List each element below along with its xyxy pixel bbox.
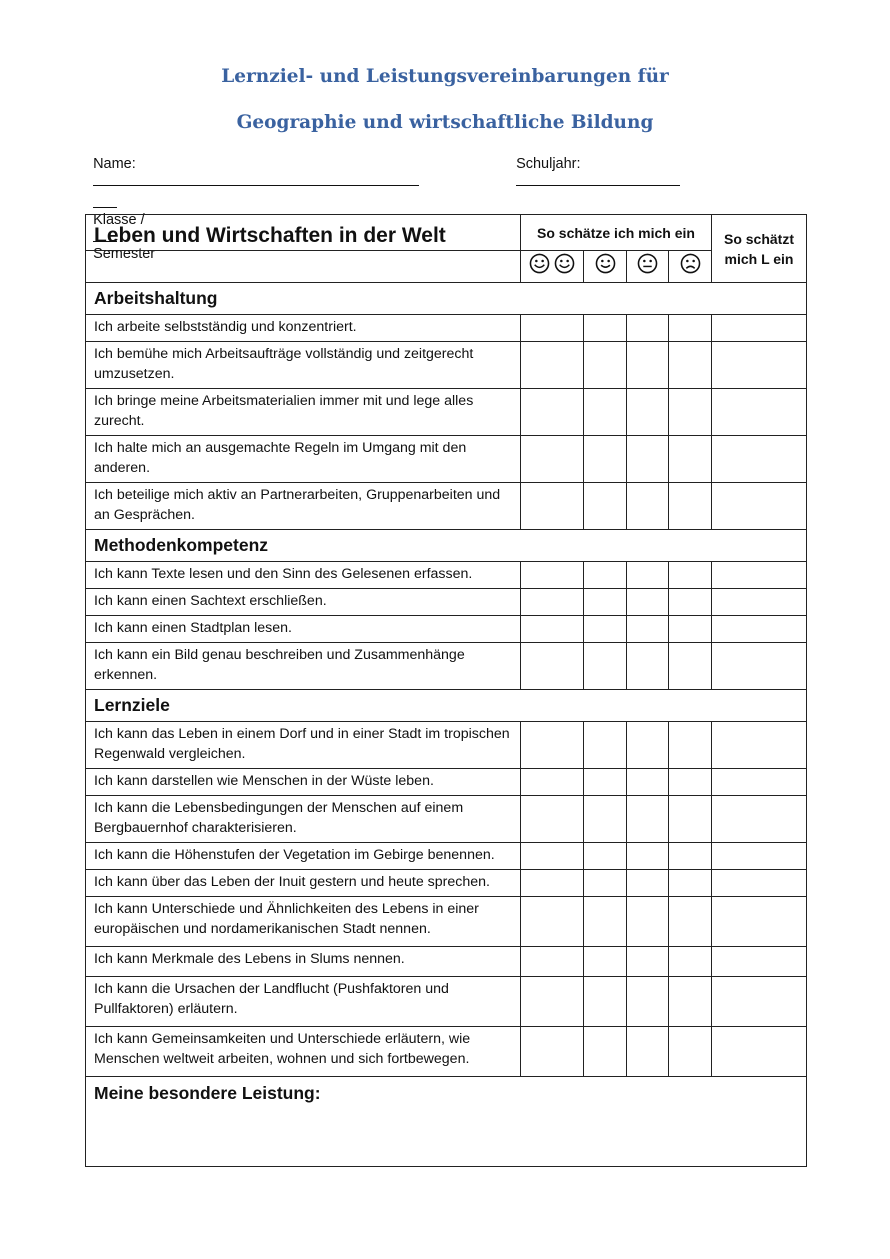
teacher-rating-cell[interactable]: [712, 796, 807, 843]
class-label: Klasse /: [93, 212, 145, 228]
teacher-rating-cell[interactable]: [712, 643, 807, 690]
teacher-rating-cell[interactable]: [712, 947, 807, 977]
rating-sad-cell[interactable]: [669, 870, 712, 897]
rating-happy-cell[interactable]: [584, 616, 627, 643]
rating-sad-cell[interactable]: [669, 947, 712, 977]
neutral-face-icon: [637, 253, 658, 274]
rating-sad-cell[interactable]: [669, 643, 712, 690]
criterion-text: Ich kann einen Sachtext erschließen.: [86, 589, 521, 616]
rating-happy-cell[interactable]: [584, 483, 627, 530]
topic-heading: Leben und Wirtschaften in der Welt: [86, 215, 521, 251]
rating-neutral-cell[interactable]: [627, 389, 669, 436]
criterion-text: Ich kann einen Stadtplan lesen.: [86, 616, 521, 643]
teacher-rating-cell[interactable]: [712, 436, 807, 483]
criterion-text: Ich kann Merkmale des Lebens in Slums nennen.: [86, 947, 521, 977]
rating-neutral-cell[interactable]: [627, 342, 669, 389]
self-assessment-table: [85, 214, 807, 1167]
rating-sad-cell[interactable]: [669, 897, 712, 947]
teacher-rating-cell[interactable]: [712, 342, 807, 389]
rating-happy-cell[interactable]: [584, 947, 627, 977]
criterion-text: Ich bringe meine Arbeitsmaterialien immer mit und lege alles zurecht.: [86, 389, 521, 436]
criterion-text: Ich kann ein Bild genau beschreiben und Zusammenhänge erkennen.: [86, 643, 521, 690]
teacher-rating-cell[interactable]: [712, 769, 807, 796]
rating-happy-cell[interactable]: [584, 389, 627, 436]
very-happy-face-icon: [529, 253, 550, 274]
rating-very-happy-cell[interactable]: [521, 436, 584, 483]
rating-neutral-cell[interactable]: [627, 769, 669, 796]
teacher-rating-cell[interactable]: [712, 977, 807, 1027]
rating-happy-cell[interactable]: [584, 977, 627, 1027]
criterion-text: Ich kann Unterschiede und Ähnlichkeiten des Lebens in einer europäischen und nordamerikanischen Stadt nennen.: [86, 897, 521, 947]
rating-sad-cell[interactable]: [669, 722, 712, 769]
rating-sad-cell[interactable]: [669, 616, 712, 643]
rating-happy-cell[interactable]: [584, 436, 627, 483]
rating-sad-cell[interactable]: [669, 769, 712, 796]
criterion-row: [86, 1027, 807, 1077]
rating-happy-cell[interactable]: [584, 897, 627, 947]
criterion-text: Ich kann die Höhenstufen der Vegetation im Gebirge benennen.: [86, 843, 521, 870]
rating-neutral-cell[interactable]: [627, 722, 669, 769]
rating-very-happy-cell[interactable]: [521, 870, 584, 897]
rating-neutral-cell[interactable]: [627, 643, 669, 690]
school-year-label: Schuljahr:: [516, 156, 581, 172]
rating-neutral-cell[interactable]: [627, 843, 669, 870]
criterion-text: Ich kann die Lebensbedingungen der Menschen auf einem Bergbauernhof charakterisieren.: [86, 796, 521, 843]
teacher-rating-cell[interactable]: [712, 616, 807, 643]
rating-neutral-cell[interactable]: [627, 562, 669, 589]
rating-happy-cell[interactable]: [584, 562, 627, 589]
rating-neutral-cell[interactable]: [627, 1027, 669, 1077]
teacher-rating-cell[interactable]: [712, 589, 807, 616]
rating-happy-cell[interactable]: [584, 843, 627, 870]
face-cell-neutral: [627, 251, 669, 283]
teacher-rating-cell[interactable]: [712, 389, 807, 436]
rating-very-happy-cell[interactable]: [521, 977, 584, 1027]
teacher-rating-cell[interactable]: [712, 562, 807, 589]
rating-very-happy-cell[interactable]: [521, 342, 584, 389]
rating-neutral-cell[interactable]: [627, 315, 669, 342]
rating-happy-cell[interactable]: [584, 722, 627, 769]
rating-very-happy-cell[interactable]: [521, 947, 584, 977]
rating-neutral-cell[interactable]: [627, 897, 669, 947]
rating-neutral-cell[interactable]: [627, 796, 669, 843]
criterion-text: Ich kann darstellen wie Menschen in der Wüste leben.: [86, 769, 521, 796]
name-label: Name:: [93, 156, 136, 172]
rating-happy-cell[interactable]: [584, 342, 627, 389]
rating-sad-cell[interactable]: [669, 977, 712, 1027]
rating-sad-cell[interactable]: [669, 483, 712, 530]
face-cell-very-happy: [521, 251, 584, 283]
teacher-heading-line-1: So schätzt: [723, 230, 794, 247]
criterion-text: Ich arbeite selbstständig und konzentriert.: [86, 315, 521, 342]
rating-very-happy-cell[interactable]: [521, 389, 584, 436]
criterion-row: [86, 722, 807, 769]
header-spacer-cell: [86, 251, 521, 283]
face-cell-happy: [584, 251, 627, 283]
criterion-row: [86, 796, 807, 843]
criterion-text: Ich beteilige mich aktiv an Partnerarbeiten, Gruppenarbeiten und an Gesprächen.: [86, 483, 521, 530]
rating-very-happy-cell[interactable]: [521, 769, 584, 796]
rating-neutral-cell[interactable]: [627, 616, 669, 643]
rating-very-happy-cell[interactable]: [521, 722, 584, 769]
rating-happy-cell[interactable]: [584, 796, 627, 843]
rating-happy-cell[interactable]: [584, 769, 627, 796]
rating-very-happy-cell[interactable]: [521, 1027, 584, 1077]
school-year-field-row: [508, 140, 680, 190]
criterion-text: Ich bemühe mich Arbeitsaufträge vollständig und zeitgerecht umzusetzen.: [86, 342, 521, 389]
criterion-row: [86, 947, 807, 977]
rating-very-happy-cell[interactable]: [521, 315, 584, 342]
rating-very-happy-cell[interactable]: [521, 897, 584, 947]
rating-happy-cell[interactable]: [584, 315, 627, 342]
criterion-row: [86, 483, 807, 530]
special-achievement-box[interactable]: Meine besondere Leistung:: [86, 1077, 807, 1167]
rating-very-happy-cell[interactable]: [521, 843, 584, 870]
criterion-row: [86, 843, 807, 870]
criterion-text: Ich kann über das Leben der Inuit gestern und heute sprechen.: [86, 870, 521, 897]
criterion-text: Ich kann die Ursachen der Landflucht (Pushfaktoren und Pullfaktoren) erläutern.: [86, 977, 521, 1027]
criterion-row: [86, 436, 807, 483]
section-heading: Lernziele: [86, 690, 807, 722]
criterion-row: [86, 897, 807, 947]
criterion-row: [86, 589, 807, 616]
rating-very-happy-cell[interactable]: [521, 589, 584, 616]
self-assessment-heading: So schätze ich mich ein: [521, 215, 712, 251]
rating-happy-cell[interactable]: [584, 589, 627, 616]
criterion-row: [86, 643, 807, 690]
rating-very-happy-cell[interactable]: [521, 796, 584, 843]
rating-sad-cell[interactable]: [669, 436, 712, 483]
rating-sad-cell[interactable]: [669, 1027, 712, 1077]
teacher-rating-cell[interactable]: [712, 1027, 807, 1077]
rating-happy-cell[interactable]: [584, 643, 627, 690]
face-cell-sad: [669, 251, 712, 283]
teacher-rating-cell[interactable]: [712, 843, 807, 870]
rating-neutral-cell[interactable]: [627, 977, 669, 1027]
criterion-text: Ich halte mich an ausgemachte Regeln im Umgang mit den anderen.: [86, 436, 521, 483]
criterion-text: Ich kann das Leben in einem Dorf und in einer Stadt im tropischen Regenwald vergleichen.: [86, 722, 521, 769]
rating-sad-cell[interactable]: [669, 562, 712, 589]
criterion-row: [86, 870, 807, 897]
teacher-rating-cell[interactable]: [712, 483, 807, 530]
semester-label: Semester: [93, 246, 156, 262]
criterion-row: [86, 315, 807, 342]
section-heading: Methodenkompetenz: [86, 530, 807, 562]
rating-sad-cell[interactable]: [669, 342, 712, 389]
rating-very-happy-cell[interactable]: [521, 483, 584, 530]
criterion-row: [86, 562, 807, 589]
rating-very-happy-cell[interactable]: [521, 643, 584, 690]
criterion-row: [86, 769, 807, 796]
school-year-blank-line[interactable]: [516, 172, 680, 186]
teacher-assessment-heading: [712, 215, 807, 283]
document-title-line-2: Geographie und wirtschaftliche Bildung: [236, 112, 654, 133]
teacher-rating-cell[interactable]: [712, 722, 807, 769]
rating-sad-cell[interactable]: [669, 796, 712, 843]
rating-very-happy-cell[interactable]: [521, 562, 584, 589]
teacher-rating-cell[interactable]: [712, 897, 807, 947]
section-heading: Arbeitshaltung: [86, 283, 807, 315]
rating-neutral-cell[interactable]: [627, 947, 669, 977]
rating-sad-cell[interactable]: [669, 589, 712, 616]
rating-neutral-cell[interactable]: [627, 870, 669, 897]
very-happy-face-icon-second: [554, 253, 575, 274]
rating-sad-cell[interactable]: [669, 843, 712, 870]
criterion-row: [86, 389, 807, 436]
rating-very-happy-cell[interactable]: [521, 616, 584, 643]
document-title-line-1: Lernziel- und Leistungsvereinbarungen für: [221, 66, 669, 87]
teacher-rating-cell[interactable]: [712, 870, 807, 897]
rating-neutral-cell[interactable]: [627, 589, 669, 616]
rating-happy-cell[interactable]: [584, 1027, 627, 1077]
criterion-row: [86, 977, 807, 1027]
rating-sad-cell[interactable]: [669, 315, 712, 342]
criterion-row: [86, 616, 807, 643]
rating-neutral-cell[interactable]: [627, 483, 669, 530]
teacher-heading-line-2: mich L ein: [724, 250, 794, 267]
happy-face-icon: [595, 253, 616, 274]
rating-happy-cell[interactable]: [584, 870, 627, 897]
class-blank-line[interactable]: [93, 194, 117, 208]
rating-neutral-cell[interactable]: [627, 436, 669, 483]
criterion-text: Ich kann Texte lesen und den Sinn des Gelesenen erfassen.: [86, 562, 521, 589]
rating-sad-cell[interactable]: [669, 389, 712, 436]
sad-face-icon: [680, 253, 701, 274]
criterion-text: Ich kann Gemeinsamkeiten und Unterschiede erläutern, wie Menschen weltweit arbeiten, wohnen und sich fortbewegen.: [86, 1027, 521, 1077]
criterion-row: [86, 342, 807, 389]
teacher-rating-cell[interactable]: [712, 315, 807, 342]
